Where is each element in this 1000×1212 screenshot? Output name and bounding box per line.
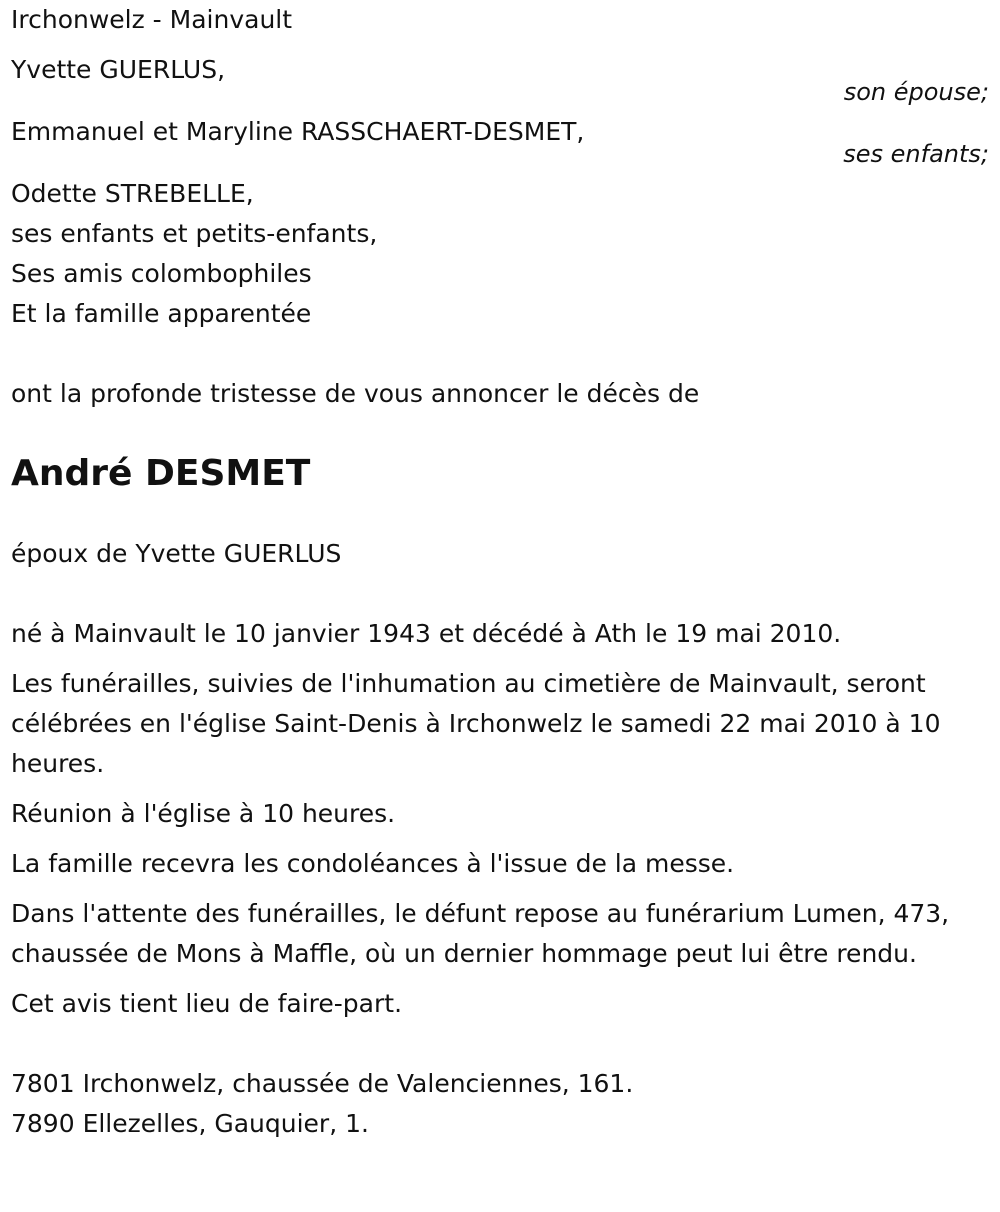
family-member-children bbox=[11, 112, 989, 168]
family-member-name: Yvette GUERLUS, bbox=[11, 55, 226, 84]
obituary-notice bbox=[11, 0, 989, 1144]
condolences-info: La famille recevra les condoléances à l'issue de la messe. bbox=[11, 849, 735, 878]
birth-death-line: né à Mainvault le 10 janvier 1943 et décédé à Ath le 19 mai 2010. bbox=[11, 619, 842, 648]
relative-line: ses enfants et petits-enfants, bbox=[11, 219, 378, 248]
family-member-role: ses enfants; bbox=[843, 140, 989, 168]
notice-statement: Cet avis tient lieu de faire-part. bbox=[11, 989, 403, 1018]
location-header: Irchonwelz - Mainvault bbox=[11, 5, 293, 34]
address-line: 7801 Irchonwelz, chaussée de Valenciennes, 161. bbox=[11, 1069, 634, 1098]
meeting-info: Réunion à l'église à 10 heures. bbox=[11, 799, 396, 828]
family-member-name: Emmanuel et Maryline RASSCHAERT-DESMET, bbox=[11, 117, 585, 146]
funeral-details: Les funérailles, suivies de l'inhumation au cimetière de Mainvault, seront célébrées en l'église Saint-Denis à Irchonwelz le samedi 22 mai 2010 à 10 heures. bbox=[11, 669, 941, 778]
family-member-role: son épouse; bbox=[843, 78, 989, 106]
announcement-text: ont la profonde tristesse de vous annoncer le décès de bbox=[11, 379, 700, 408]
spouse-line: époux de Yvette GUERLUS bbox=[11, 539, 342, 568]
relative-line: Odette STREBELLE, bbox=[11, 179, 254, 208]
address-line: 7890 Ellezelles, Gauquier, 1. bbox=[11, 1109, 369, 1138]
family-member-spouse bbox=[11, 50, 989, 106]
relative-line: Ses amis colombophiles bbox=[11, 259, 312, 288]
relative-line: Et la famille apparentée bbox=[11, 299, 312, 328]
addresses bbox=[11, 1064, 989, 1144]
funerarium-info: Dans l'attente des funérailles, le défunt repose au funérarium Lumen, 473, chaussée de Mons à Maffle, où un dernier hommage peut lui être rendu. bbox=[11, 899, 950, 968]
deceased-name: André DESMET bbox=[11, 453, 311, 494]
relatives-list bbox=[11, 174, 989, 334]
